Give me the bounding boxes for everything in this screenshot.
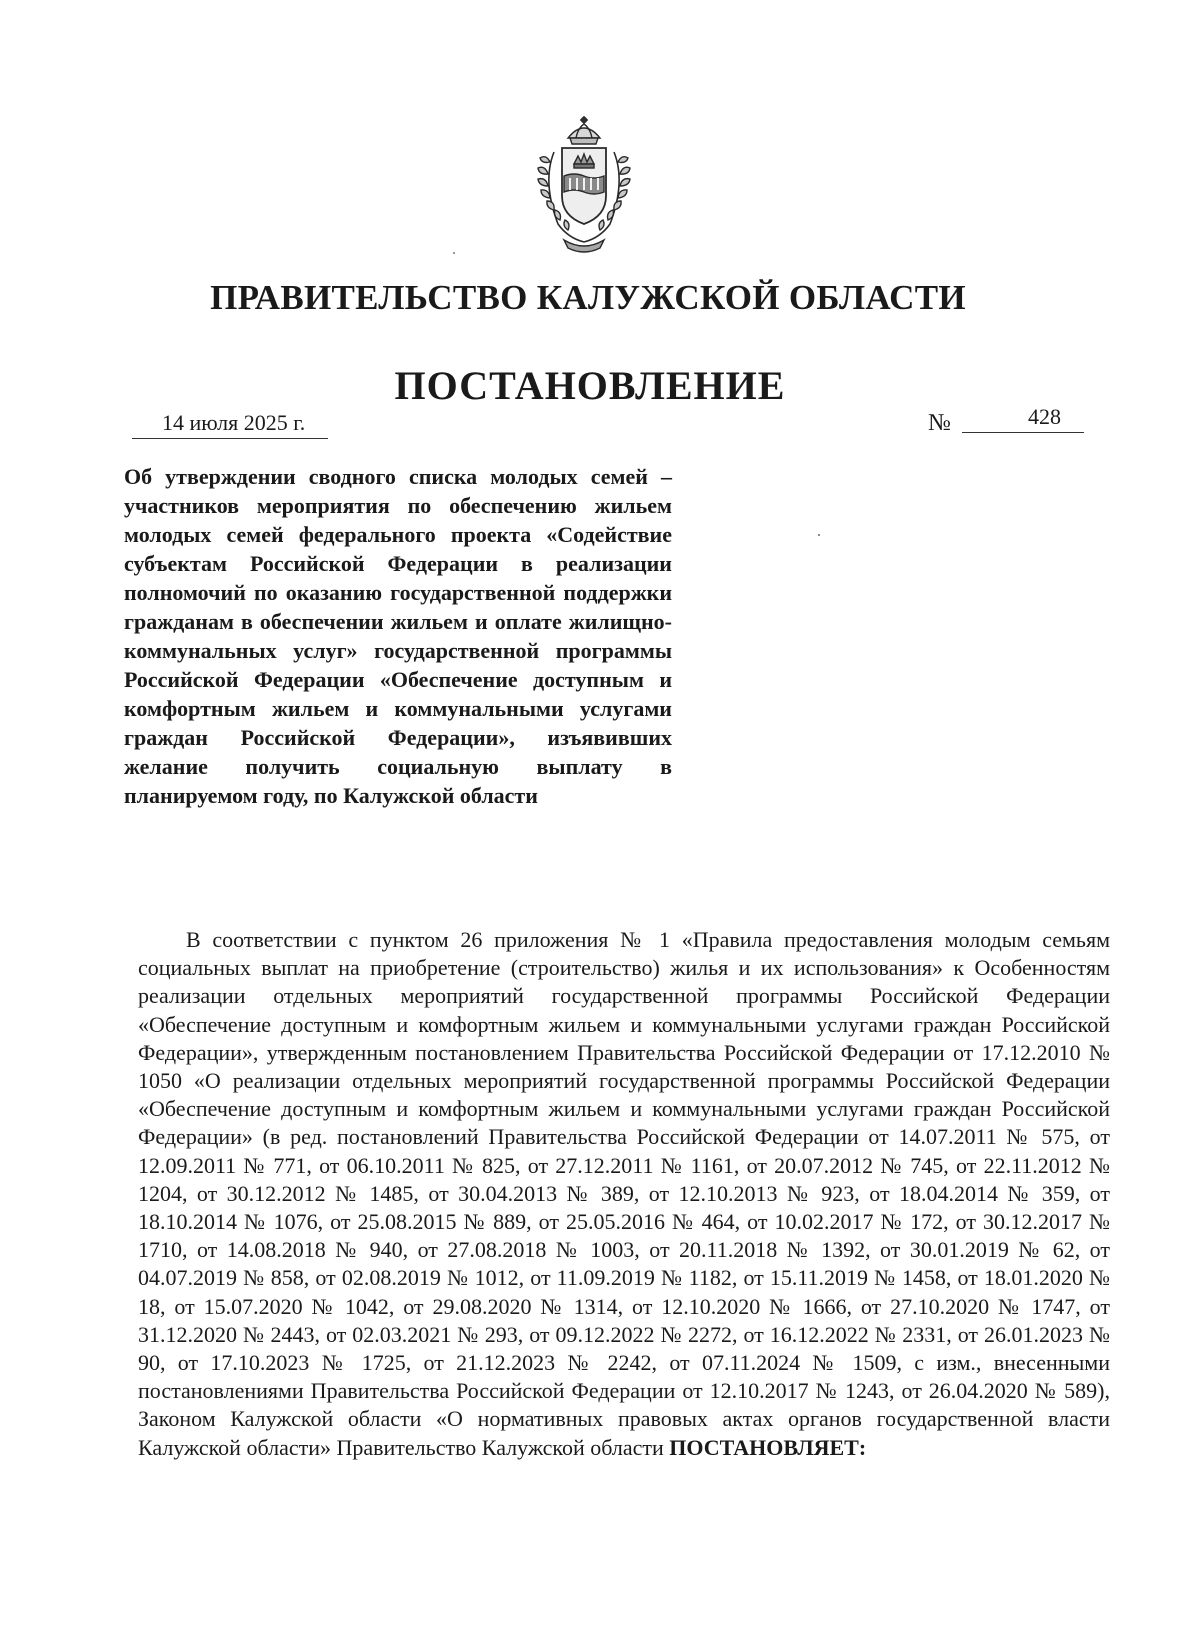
organization-title: ПРАВИТЕЛЬСТВО КАЛУЖСКОЙ ОБЛАСТИ [210, 278, 966, 317]
number-underline [962, 432, 1084, 433]
document-date: 14 июля 2025 г. [162, 410, 306, 435]
scan-speck [818, 534, 820, 536]
document-number-label: № [928, 410, 951, 436]
body-text: В соответствии с пунктом 26 приложения № 1 «Правила предоставления молодым семьям социальных выплат на приобретение (строительство) жилья и их использования» к Особенностям реализации отдельных мероприятий государственной программы Российской Федерации «Обеспечение доступным и комфортным жильем и коммунальными услугами граждан Российской Федерации», утвержденным постановлением Правительства Российской Федерации от 17.12.2010 № 1050 «О реализации отдельных мероприятий государственной программы Российской Федерации «Обеспечение доступным и комфортным жильем и коммунальными услугами граждан Российской Федерации» (в ред. постановлений Правительства Российской Федерации от 14.07.2011 № 575, от 12.09.2011 № 771, от 06.10.2011 № 825, от 27.12.2011 № 1161, от 20.07.2012 № 745, от 22.11.2012 № 1204, от 30.12.2012 № 1485, от 30.04.2013 № 389, от 12.10.2013 № 923, от 18.04.2014 № 359, от 18.10.2014 № 1076, от 25.08.2015 № 889, от 25.05.2016 № 464, от 10.02.2017 № 172, от 30.12.2017 № 1710, от 14.08.2018 № 940, от 27.08.2018 № 1003, от 20.11.2018 № 1392, от 30.01.2019 № 62, от 04.07.2019 № 858, от 02.08.2019 № 1012, от 11.09.2019 № 1182, от 15.11.2019 № 1458, от 18.01.2020 № 18, от 15.07.2020 № 1042, от 29.08.2020 № 1314, от 12.10.2020 № 1666, от 27.10.2020 № 1747, от 31.12.2020 № 2443, от 02.03.2021 № 293, от 09.12.2022 № 2272, от 16.12.2022 № 2331, от 26.01.2023 № 90, от 17.10.2023 № 1725, от 21.12.2023 № 2242, от 07.11.2024 № 1509, с изм., внесенными постановлениями Правительства Российской Федерации от 12.10.2017 № 1243, от 26.04.2020 № 589), Законом Калужской области «О нормативных правовых актах органов государственной власти Калужской области» Правительство Калужской области [138, 927, 1110, 1460]
coat-of-arms-icon [524, 112, 644, 254]
body-paragraph [138, 926, 1110, 1462]
document-type-heading: ПОСТАНОВЛЕНИЕ [394, 363, 786, 408]
date-underline [132, 438, 328, 439]
document-subject: Об утверждении сводного списка молодых семей – участников мероприятия по обеспечению жильем молодых семей федерального проекта «Содействие субъектам Российской Федерации в реализации полномочий по оказанию государственной поддержки гражданам в обеспечении жильем и оплате жилищно-коммунальных услуг» государственной программы Российской Федерации «Обеспечение доступным и комфортным жильем и коммунальными услугами граждан Российской Федерации», изъявивших желание получить социальную выплату в планируемом году, по Калужской области [124, 464, 672, 808]
document-number: 428 [1028, 404, 1061, 429]
resolves-keyword: ПОСТАНОВЛЯЕТ: [669, 1434, 867, 1460]
scan-speck [453, 252, 455, 254]
